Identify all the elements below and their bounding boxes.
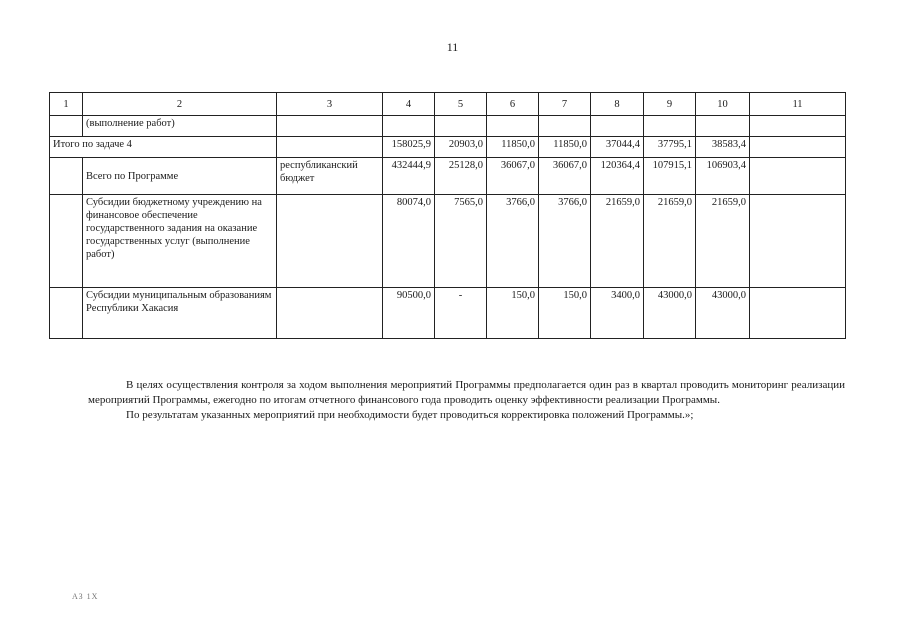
table-cell-value: 120364,4 (591, 158, 644, 195)
column-header: 9 (644, 93, 696, 116)
table-row (50, 116, 846, 137)
table-cell-source: республиканский бюджет (277, 158, 383, 195)
column-header: 3 (277, 93, 383, 116)
table-cell-value: 38583,4 (696, 137, 750, 158)
table-cell-name: (выполнение работ) (83, 116, 277, 137)
table-cell-value: 150,0 (539, 288, 591, 339)
column-header: 10 (696, 93, 750, 116)
table-cell-value (696, 116, 750, 137)
table-cell-value: 36067,0 (487, 158, 539, 195)
table-cell (750, 288, 846, 339)
table-cell-total-label: Итого по задаче 4 (50, 137, 277, 158)
column-header: 6 (487, 93, 539, 116)
table-cell-value: 90500,0 (383, 288, 435, 339)
table-cell-value: 43000,0 (696, 288, 750, 339)
table-cell-value (644, 116, 696, 137)
table-cell-value: 3766,0 (539, 195, 591, 288)
column-header: 7 (539, 93, 591, 116)
table-cell (750, 158, 846, 195)
table-cell-value (487, 116, 539, 137)
table-cell-name: Субсидии муниципальным образованиям Республики Хакасия (83, 288, 277, 339)
table-cell-value (539, 116, 591, 137)
table-cell-value: 432444,9 (383, 158, 435, 195)
table-cell-value: 80074,0 (383, 195, 435, 288)
table-row (50, 195, 846, 288)
table-cell-name: Субсидии бюджетному учреждению на финансовое обеспечение государственного задания на оказание государственных услуг (выполнение работ) (83, 195, 277, 288)
footer-mark: АЗ 1Х (72, 592, 99, 601)
table-cell-value: 11850,0 (539, 137, 591, 158)
table-row (50, 288, 846, 339)
column-header: 1 (50, 93, 83, 116)
table-cell (50, 288, 83, 339)
table-cell-value: 107915,1 (644, 158, 696, 195)
body-text (88, 378, 845, 423)
column-header: 2 (83, 93, 277, 116)
table-cell-source (277, 288, 383, 339)
table-cell-value: 37044,4 (591, 137, 644, 158)
table-cell-value: 3766,0 (487, 195, 539, 288)
table-cell-value: 11850,0 (487, 137, 539, 158)
table-cell-value: 106903,4 (696, 158, 750, 195)
paragraph-correction: По результатам указанных мероприятий при необходимости будет проводиться корректировка положений Программы.»; (126, 409, 694, 421)
table-cell-value: 21659,0 (696, 195, 750, 288)
table-cell-value (591, 116, 644, 137)
table-cell-value (383, 116, 435, 137)
table-cell-value: 21659,0 (591, 195, 644, 288)
budget-table (49, 92, 846, 339)
table-cell (750, 137, 846, 158)
table-cell-value: 150,0 (487, 288, 539, 339)
table-cell-value: 21659,0 (644, 195, 696, 288)
table-cell-value: 25128,0 (435, 158, 487, 195)
column-header: 11 (750, 93, 846, 116)
table-cell-source (277, 137, 383, 158)
column-header: 5 (435, 93, 487, 116)
table-cell (50, 116, 83, 137)
table-cell-value: 20903,0 (435, 137, 487, 158)
table-cell-value: 7565,0 (435, 195, 487, 288)
table-cell-name: Всего по Программе (83, 158, 277, 195)
page-number: 11 (446, 40, 459, 54)
table-cell (750, 116, 846, 137)
table-cell-value: 37795,1 (644, 137, 696, 158)
table-cell (750, 195, 846, 288)
table-cell-value: 158025,9 (383, 137, 435, 158)
table-cell-source (277, 116, 383, 137)
paragraph-monitoring: В целях осуществления контроля за ходом выполнения мероприятий Программы предполагается один раз в квартал проводить мониторинг реализации мероприятий Программы, ежегодно по итогам отчетного финансового года проводить оценку эффективности реализации Программы. (88, 379, 845, 406)
table-cell-value: - (435, 288, 487, 339)
table-cell-value: 36067,0 (539, 158, 591, 195)
column-header: 8 (591, 93, 644, 116)
table-header-row (50, 93, 846, 116)
column-header: 4 (383, 93, 435, 116)
table-cell-value: 3400,0 (591, 288, 644, 339)
table-row-total (50, 137, 846, 158)
table-cell (50, 195, 83, 288)
table-cell-source (277, 195, 383, 288)
table-cell-value (435, 116, 487, 137)
table-cell-value: 43000,0 (644, 288, 696, 339)
table-row (50, 158, 846, 195)
table-cell (50, 158, 83, 195)
